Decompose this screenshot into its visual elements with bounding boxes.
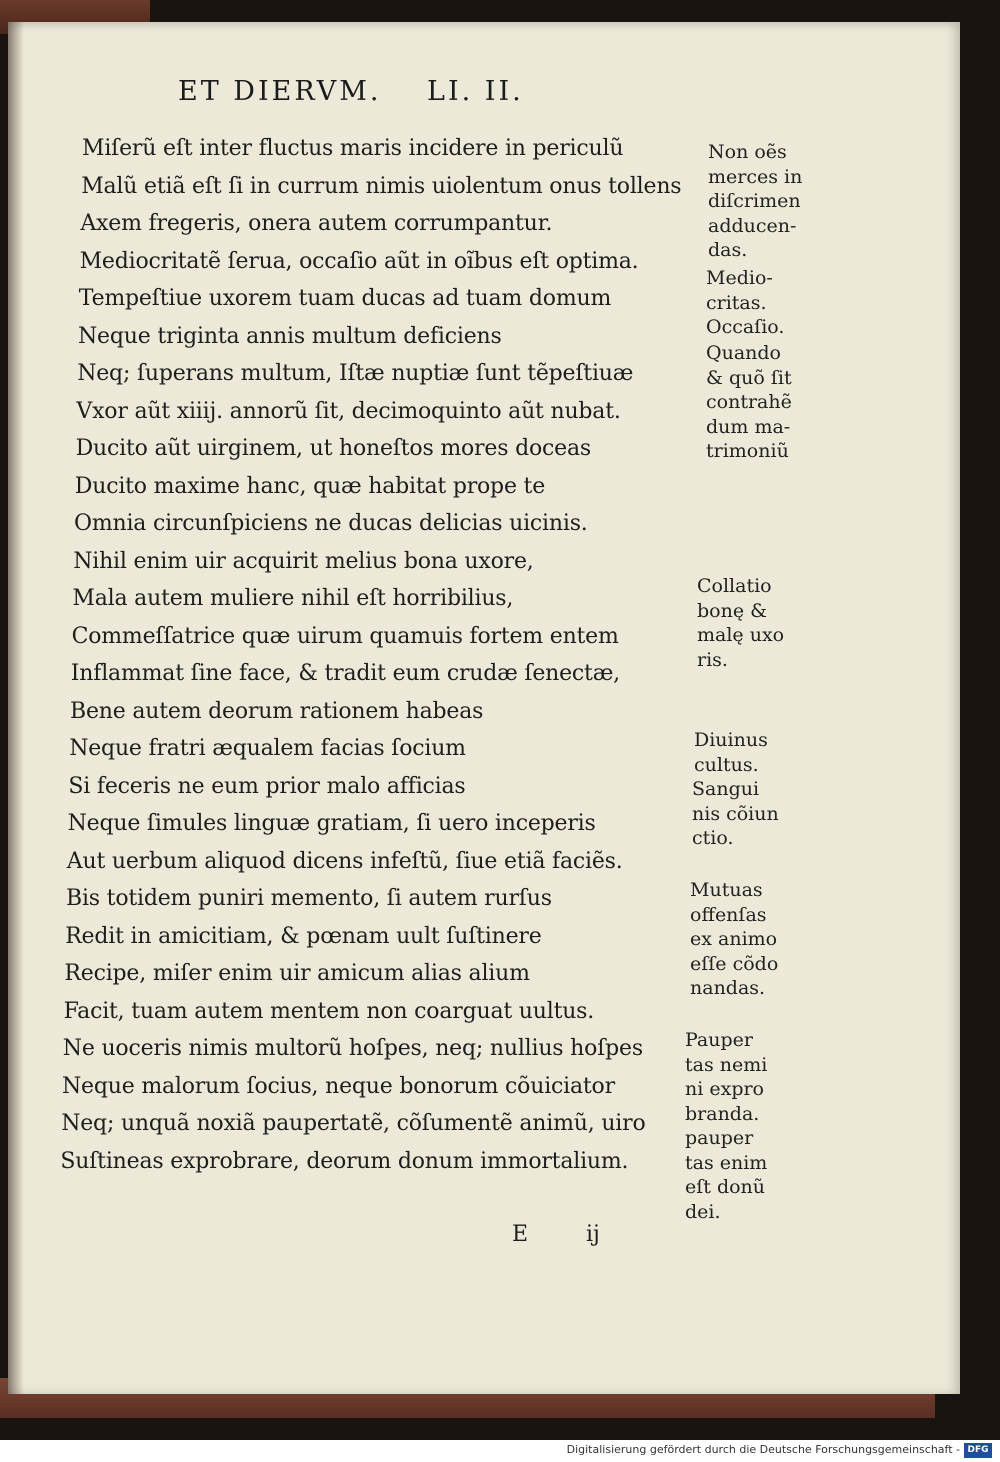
margin-note-line: trimoniũ [706, 440, 789, 462]
folio-number: LI. II. [427, 76, 524, 107]
text-line: Omnia circunſpiciens ne ducas delicias uicinis. [74, 511, 588, 536]
margin-note-line: branda. [685, 1102, 760, 1125]
dfg-logo: DFG [964, 1443, 992, 1458]
text-line: Suſtineas exprobrare, deorum donum immortalium. [60, 1148, 629, 1174]
margin-note [692, 777, 812, 851]
margin-note [706, 266, 826, 315]
text-line: Ducito maxime hanc, quæ habitat prope te [74, 473, 546, 499]
margin-note-line: Sangui [692, 778, 760, 800]
text-line: Si feceris ne eum prior malo afficias [68, 773, 466, 799]
margin-note-line: tas nemi [685, 1053, 768, 1076]
margin-note-line: das. [708, 239, 748, 261]
margin-note-line: cultus. [694, 753, 759, 776]
margin-note-line: eſt donũ [685, 1176, 766, 1198]
margin-note-line: ex animo [690, 928, 778, 950]
margin-note [697, 574, 817, 672]
margin-note-line: & quõ ſit [706, 366, 792, 389]
text-line: Neq; ſuperans multum, Iſtæ nuptiæ ſunt tẽpeſtiuæ [77, 361, 634, 386]
margin-note-line: malę uxo [697, 624, 785, 646]
text-line: Miſerũ eſt inter fluctus maris incidere in periculũ [82, 136, 624, 161]
margin-note [708, 140, 828, 263]
margin-note-line: ris. [697, 648, 728, 671]
text-line: Recipe, miſer enim uir amicum alias alium [64, 961, 530, 986]
margin-note-line: Medio- [706, 267, 773, 289]
text-line: Neque malorum ſocius, neque bonorum cõuiciator [62, 1073, 615, 1099]
margin-note-line: Collatio [697, 575, 772, 597]
signature-mark: E [512, 1222, 529, 1247]
page-gutter-shadow [8, 22, 24, 1394]
text-line: Mediocritatẽ ſerua, occaſio aũt in oĩbus eſt optima. [79, 248, 639, 274]
text-line: Neque ſimules linguæ gratiam, ſi uero inceperis [67, 811, 596, 836]
text-line: Neq; unquã noxiã paupertatẽ, cõſumentẽ animũ, uiro [61, 1111, 646, 1136]
text-line: Neque fratri æqualem facias ſocium [69, 736, 466, 761]
margin-note-line: bonę & [697, 599, 768, 622]
margin-note [685, 1028, 805, 1224]
main-text-block [60, 130, 710, 1180]
text-line: Ne uoceris nimis multorũ hoſpes, neq; nullius hoſpes [62, 1036, 643, 1061]
signature-leaf: ij [586, 1222, 600, 1247]
margin-note-line: Mutuas [690, 879, 763, 901]
margin-note-line: nis cõiun [692, 802, 779, 825]
margin-note-line: pauper [685, 1127, 754, 1149]
margin-note [690, 878, 810, 1001]
margin-note [706, 341, 826, 464]
margin-note-line: merces in [708, 165, 803, 188]
margin-note-line: dei. [685, 1200, 721, 1223]
text-line: Bis totidem puniri memento, ſi autem rurſus [66, 886, 552, 911]
text-line: Mala autem muliere nihil eſt horribilius, [72, 586, 514, 611]
text-line: Nihil enim uir acquirit melius bona uxore, [73, 548, 534, 574]
margin-note-line: Pauper [685, 1029, 753, 1051]
margin-note-line: ni expro [685, 1078, 764, 1100]
margin-note-line: contrahẽ [706, 391, 792, 413]
text-line: Tempeſtiue uxorem tuam ducas ad tuam domum [78, 286, 612, 311]
margin-note-line: Quando [706, 342, 781, 364]
margin-note-line: ctio. [692, 827, 734, 849]
margin-note-line: offenſas [690, 903, 767, 926]
running-title: ET DIERVM. [178, 76, 382, 107]
text-line: Neque triginta annis multum deficiens [78, 323, 502, 349]
running-header [178, 76, 558, 107]
margin-note-line: Non oẽs [708, 141, 787, 163]
margin-note-line: critas. [706, 291, 767, 314]
text-line: Bene autem deorum rationem habeas [70, 698, 484, 724]
margin-note [706, 315, 826, 340]
margin-note [694, 728, 814, 777]
text-line: Commeſſatrice quæ uirum quamuis fortem entem [71, 623, 619, 649]
text-line: Inflammat ſine face, & tradit eum crudæ ſenectæ, [70, 661, 620, 686]
margin-note-line: Occaſio. [706, 316, 785, 338]
text-line: Malũ etiã eſt ſi in currum nimis uiolentum onus tollens [81, 173, 682, 199]
credit-text: Digitalisierung gefördert durch die Deutsche Forschungsgemeinschaft - [566, 1443, 960, 1456]
text-line: Vxor aũt xiiij. annorũ ſit, decimoquinto aũt nubat. [76, 398, 621, 424]
margin-note-line: nandas. [690, 977, 766, 999]
margin-note-line: Diuinus [694, 729, 768, 751]
text-line: Axem fregeris, onera autem corrumpantur. [80, 211, 553, 236]
margin-note-line: dum ma- [706, 415, 791, 438]
text-line: Ducito aũt uirginem, ut honeſtos mores doceas [75, 436, 591, 461]
margin-note-line: diſcrimen [708, 190, 801, 212]
margin-note-line: eſſe cõdo [690, 952, 779, 975]
margin-note-line: adducen- [708, 214, 797, 237]
text-line: Aut uerbum aliquod dicens infeſtũ, ſiue etiã faciẽs. [66, 848, 623, 874]
text-line: Redit in amicitiam, & pœnam uult ſuſtinere [65, 923, 542, 949]
credit-bar [0, 1440, 1000, 1462]
margin-note-line: tas enim [685, 1151, 768, 1174]
text-line: Facit, tuam autem mentem non coarguat uultus. [63, 998, 595, 1024]
